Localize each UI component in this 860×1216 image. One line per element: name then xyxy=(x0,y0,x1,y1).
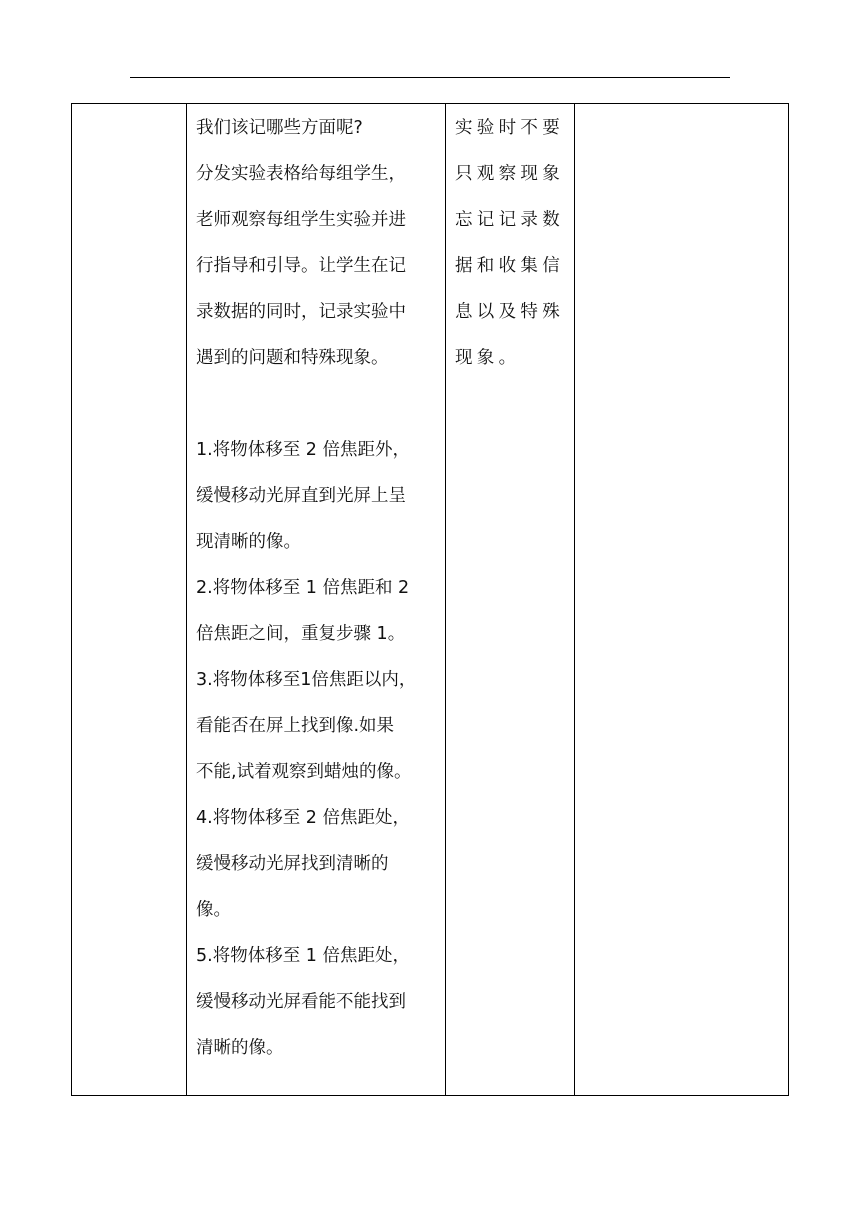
step-line: 4.将物体移至 2 倍焦距处， xyxy=(196,808,410,828)
note-line: 实验时不要 xyxy=(455,118,564,138)
blank-line xyxy=(196,391,416,437)
step-line: 3.将物体移至1倍焦距以内， xyxy=(196,670,417,690)
lesson-table xyxy=(71,103,789,1096)
text-line: 录数据的同时，记录实验中 xyxy=(196,302,406,322)
step-3 xyxy=(196,667,416,805)
teacher-activity-text xyxy=(196,115,416,1081)
note-line: 只观察现象 xyxy=(455,164,564,184)
step-line: 不能,试着观察到蜡烛的像。 xyxy=(196,762,412,782)
step-line: 缓慢移动光屏找到清晰的 xyxy=(196,854,389,874)
step-line: 缓慢移动光屏看能不能找到 xyxy=(196,992,406,1012)
note-line: 息以及特殊 xyxy=(455,302,564,322)
header-rule xyxy=(130,77,730,78)
cell-teacher-activity xyxy=(186,104,445,1095)
step-line: 1.将物体移至 2 倍焦距外， xyxy=(196,440,410,460)
design-note-text xyxy=(455,115,564,391)
step-line: 清晰的像。 xyxy=(196,1038,284,1058)
step-line: 5.将物体移至 1 倍焦距处， xyxy=(196,946,410,966)
note-line: 现象。 xyxy=(455,348,521,368)
note-line: 忘记记录数 xyxy=(455,210,564,230)
cell-empty-right xyxy=(574,104,788,1095)
step-1 xyxy=(196,437,416,575)
cell-empty-left xyxy=(72,104,186,1095)
step-line: 现清晰的像。 xyxy=(196,532,301,552)
text-line: 我们该记哪些方面呢? xyxy=(196,118,363,138)
text-line: 遇到的问题和特殊现象。 xyxy=(196,348,389,368)
step-line: 缓慢移动光屏直到光屏上呈 xyxy=(196,486,406,506)
step-line: 倍焦距之间，重复步骤 1。 xyxy=(196,624,406,644)
cell-design-note xyxy=(445,104,574,1095)
step-5 xyxy=(196,943,416,1081)
step-line: 2.将物体移至 1 倍焦距和 2 xyxy=(196,578,410,598)
step-4 xyxy=(196,805,416,943)
step-2 xyxy=(196,575,416,667)
text-line: 分发实验表格给每组学生， xyxy=(196,164,406,184)
text-line: 行指导和引导。让学生在记 xyxy=(196,256,406,276)
step-line: 像。 xyxy=(196,900,231,920)
step-line: 看能否在屏上找到像.如果 xyxy=(196,716,395,736)
text-line: 老师观察每组学生实验并进 xyxy=(196,210,406,230)
note-line: 据和收集信 xyxy=(455,256,564,276)
